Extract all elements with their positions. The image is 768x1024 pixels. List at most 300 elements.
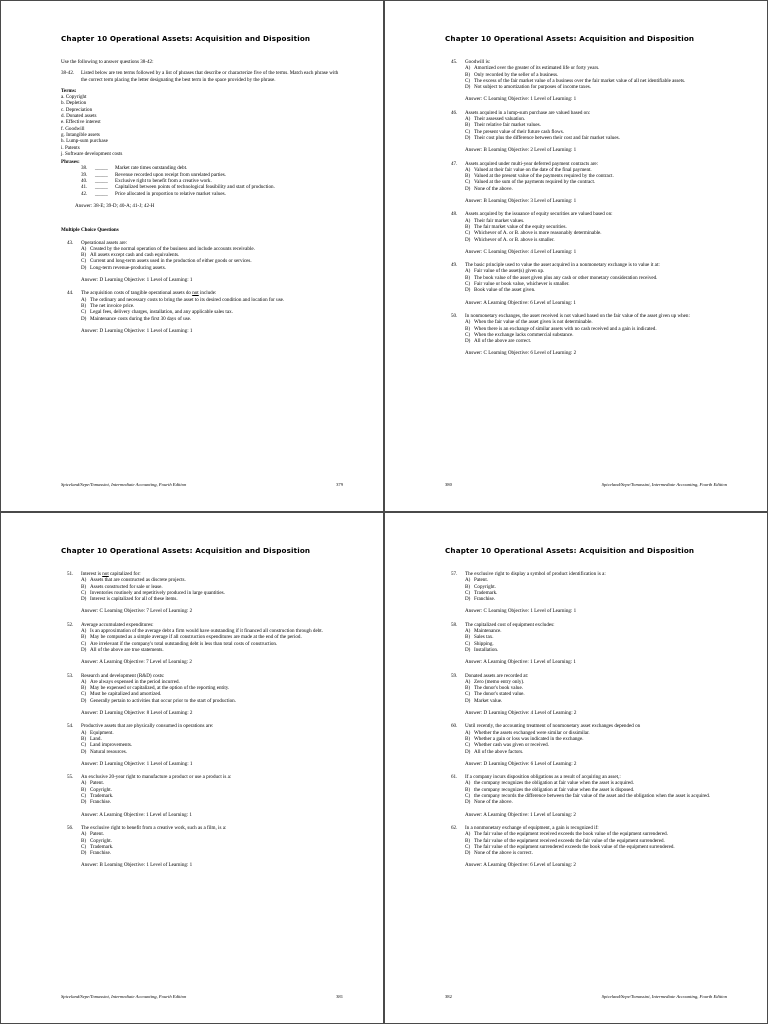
question-text-part: Interest is [81, 571, 103, 577]
page-380 [384, 0, 768, 512]
intro-text: Use the following to answer questions 38-42: [61, 59, 154, 65]
answer-line: Answer: D Learning Objective: 1 Level of Learning: 1 [81, 277, 193, 284]
option-text: Copyright. [90, 837, 112, 844]
option-letter: D) [81, 264, 87, 271]
phrase-item [61, 191, 343, 197]
option-letter: C) [81, 793, 87, 800]
question-number: 47. [451, 160, 458, 167]
option-d [451, 596, 727, 602]
option-letter: A) [465, 577, 471, 584]
option-text: Long-term revenue-producing assets. [90, 264, 166, 271]
option-text: Franchise. [474, 596, 496, 603]
option-text: Whether the assets exchanged were similar or dissimilar. [474, 729, 590, 736]
page-382 [384, 512, 768, 1024]
underlined-word: not [192, 290, 199, 297]
option-d [67, 799, 343, 805]
option-letter: D) [81, 315, 87, 322]
terms-heading: Terms: [61, 87, 77, 94]
question-number: 62. [451, 824, 458, 831]
page-body [445, 59, 727, 364]
option-text: Book value of the asset given. [474, 287, 536, 294]
option-letter: C) [465, 281, 471, 288]
question-44 [61, 290, 343, 334]
option-letter: C) [465, 742, 471, 749]
option-letter: B) [465, 71, 471, 78]
option-text: Land. [90, 735, 102, 742]
question-text: Research and development (R&D) costs: [81, 672, 165, 679]
option-letter: A) [465, 268, 471, 275]
chapter-header: Chapter 10 Operational Assets: Acquisition and Disposition [445, 34, 695, 43]
answer-line: Answer: A Learning Objective: 1 Level of Learning: 2 [465, 811, 576, 818]
question-text: In nonmonetary exchanges, the asset received is not valued based on the fair value of the asset given up when: [465, 312, 690, 319]
question-number: 58. [451, 621, 458, 628]
question-text: The capitalized cost of equipment excludes: [465, 621, 555, 628]
option-letter: D) [81, 799, 87, 806]
question-text: The exclusive right to display a symbol of product identification is a: [465, 571, 606, 577]
instruction-text: Listed below are ten terms followed by a list of phrases that describe or characterize five of the terms. Match each phrase with the correct term placing the letter designating the best term in the space provided by the phrase. [81, 70, 339, 83]
question-60 [445, 723, 727, 767]
option-text: The present value of their future cash flows. [474, 128, 564, 135]
option-letter: B) [465, 786, 471, 793]
option-letter: A) [81, 780, 87, 787]
option-letter: A) [81, 577, 87, 584]
option-text: Installation. [474, 646, 499, 653]
term-item: d. Donated assets [61, 113, 97, 120]
answer-line: Answer: A Learning Objective: 6 Level of Learning: 2 [465, 862, 576, 869]
option-text: Zero (memo entry only). [474, 678, 525, 685]
option-letter: D) [465, 134, 471, 141]
option-text: Generally pertain to activities that occur prior to the start of production. [90, 697, 236, 704]
option-letter: C) [81, 691, 87, 698]
question-43 [61, 240, 343, 284]
term-item: e. Effective interest [61, 119, 101, 126]
question-57 [445, 571, 727, 615]
option-letter: A) [81, 678, 87, 685]
option-text: Whichever of A. or B. above is smaller. [474, 236, 555, 243]
option-letter: C) [81, 309, 87, 316]
chapter-header: Chapter 10 Operational Assets: Acquisition and Disposition [61, 34, 311, 43]
option-letter: C) [81, 589, 87, 596]
answer-line: Answer: D Learning Objective: 1 Level of Learning: 1 [81, 760, 193, 767]
chapter-header: Chapter 10 Operational Assets: Acquisition and Disposition [61, 546, 311, 555]
option-letter: A) [465, 729, 471, 736]
option-text: Valued at their fair value on the date of the final payment. [474, 166, 592, 173]
option-text: The net invoice price. [90, 302, 135, 309]
option-text: The excess of the fair market value of a business over the fair market value of all net identifiable assets. [474, 77, 686, 84]
option-text: None of the above. [474, 185, 513, 192]
option-letter: C) [465, 843, 471, 850]
phrases-heading: Phrases: [61, 159, 80, 166]
option-letter: D) [465, 697, 471, 704]
page-379 [0, 0, 384, 512]
option-d [67, 316, 343, 322]
option-text: Their assessed valuation. [474, 116, 526, 123]
option-text: The ordinary and necessary costs to bring the asset to its desired condition and location for use. [90, 296, 285, 303]
option-text: Trademark. [90, 843, 114, 850]
option-d [451, 647, 727, 653]
option-letter: D) [465, 287, 471, 294]
answer-blank: _____ [95, 184, 108, 191]
option-text: Whether a gain or loss was indicated in the exchange. [474, 735, 584, 742]
option-text: Franchise. [90, 850, 112, 857]
option-letter: D) [465, 84, 471, 91]
option-text: The donor's stated value. [474, 691, 525, 698]
option-text: None of the above. [474, 799, 513, 806]
option-d [451, 186, 727, 192]
question-45 [445, 59, 727, 103]
option-text: Land improvements. [90, 742, 133, 749]
option-letter: B) [81, 735, 87, 742]
option-text: Are always expensed in the period incurred. [90, 678, 180, 685]
question-47 [445, 161, 727, 205]
term-item: g. Intangible assets [61, 131, 100, 138]
option-letter: B) [81, 583, 87, 590]
option-letter: B) [81, 252, 87, 259]
option-letter: A) [465, 678, 471, 685]
answer-blank: _____ [95, 165, 108, 172]
option-letter: C) [81, 742, 87, 749]
option-d [67, 647, 343, 653]
phrase-number: 42. [81, 190, 88, 197]
question-text: The basic principle used to value the asset acquired in a nonmonetary exchange is to value it at: [465, 262, 660, 269]
answer-line: Answer: A Learning Objective: 7 Level of Learning: 2 [81, 659, 192, 666]
question-number: 48. [451, 211, 458, 218]
option-d [451, 749, 727, 755]
answer-line: Answer: B Learning Objective: 2 Level of Learning: 1 [465, 147, 577, 154]
question-56 [61, 825, 343, 869]
option-letter: B) [465, 173, 471, 180]
option-text: The fair value of the equipment surrendered exceeds the book value of the equipment surrendered. [474, 843, 675, 850]
option-text: Legal fees, delivery charges, installation, and any applicable sales tax. [90, 309, 233, 316]
option-letter: C) [465, 589, 471, 596]
option-letter: D) [81, 646, 87, 653]
option-text: Patent. [90, 831, 105, 838]
answer-line: Answer: D Learning Objective: 1 Level of Learning: 1 [81, 327, 193, 334]
option-letter: A) [465, 780, 471, 787]
instruction-number: 38-42. [61, 70, 75, 77]
term-item: a. Copyright [61, 94, 87, 101]
option-letter: C) [81, 843, 87, 850]
option-text: May be computed as a simple average if all construction expenditures are made at the end of the period. [90, 634, 302, 641]
phrase-text: Price allocated in proportion to relative market values. [115, 190, 226, 197]
question-52 [61, 622, 343, 666]
option-d [67, 265, 343, 271]
page-number: 382 [445, 994, 452, 999]
option-letter: C) [81, 258, 87, 265]
option-text: None of the above is correct. [474, 850, 533, 857]
option-text: Created by the normal operation of the business and include accounts receivable. [90, 245, 255, 252]
question-49 [445, 262, 727, 306]
question-text-part: The acquisition costs of tangible operational assets do [81, 290, 193, 297]
matching-answer: Answer: 38-E; 39-D; 40-A; 41-J; 42-H [75, 202, 155, 209]
option-text: Franchise. [90, 799, 112, 806]
phrases-list [61, 165, 343, 196]
option-letter: A) [465, 65, 471, 72]
option-letter: C) [465, 691, 471, 698]
answer-line: Answer: C Learning Objective: 7 Level of Learning: 2 [81, 608, 193, 615]
option-text: When the exchange lacks commercial substance. [474, 331, 574, 338]
chapter-header: Chapter 10 Operational Assets: Acquisition and Disposition [445, 546, 695, 555]
question-53 [61, 673, 343, 717]
answer-line: Answer: A Learning Objective: 1 Level of Learning: 1 [465, 659, 576, 666]
question-number: 50. [451, 312, 458, 319]
question-number: 53. [67, 672, 74, 679]
term-item: c. Depreciation [61, 106, 93, 113]
page-body [61, 571, 343, 876]
question-50 [445, 313, 727, 357]
answer-line: Answer: D Learning Objective: 8 Level of Learning: 2 [81, 710, 193, 717]
option-text: Assets that are constructed as discrete projects. [90, 577, 186, 584]
answer-line: Answer: C Learning Objective: 4 Level of Learning: 1 [465, 248, 577, 255]
option-text: The fair value of the equipment received exceeds the book value of the equipment surrendered. [474, 831, 668, 838]
option-text: Interest is capitalized for all of these items. [90, 596, 178, 603]
option-letter: B) [81, 837, 87, 844]
phrase-number: 39. [81, 171, 88, 178]
option-text: Their fair market values. [474, 217, 525, 224]
option-text: The book value of the asset given plus any cash or other monetary consideration received. [474, 274, 658, 281]
option-letter: B) [465, 583, 471, 590]
question-number: 51. [67, 571, 74, 577]
question-text: Assets acquired under multi-year deferred payment contracts are: [465, 160, 599, 167]
option-letter: B) [465, 325, 471, 332]
option-letter: A) [81, 245, 87, 252]
question-number: 45. [451, 59, 458, 65]
option-d [451, 135, 727, 141]
option-d [451, 850, 727, 856]
question-text: If a company incurs disposition obligations as a result of acquiring an asset,: [465, 774, 621, 781]
option-letter: B) [81, 685, 87, 692]
question-number: 52. [67, 621, 74, 628]
question-text-part: include: [198, 290, 217, 297]
option-d [67, 749, 343, 755]
option-letter: B) [465, 685, 471, 692]
option-text: the company records the difference between the fair value of the asset and the obligation when the asset is acquired. [474, 793, 711, 800]
question-61 [445, 774, 727, 818]
phrase-text: Exclusive right to benefit from a creative work. [115, 178, 212, 185]
question-text-part: capitalized for: [108, 571, 141, 577]
option-text: All of the above are true statements. [90, 646, 164, 653]
phrase-number: 38. [81, 165, 88, 172]
answer-line: Answer: C Learning Objective: 1 Level of Learning: 1 [465, 96, 577, 103]
option-letter: B) [465, 837, 471, 844]
question-46 [445, 110, 727, 154]
option-letter: D) [465, 748, 471, 755]
page-body [445, 571, 727, 876]
option-letter: B) [465, 735, 471, 742]
question-number: 43. [67, 239, 74, 246]
terms-list [61, 94, 343, 157]
option-text: Trademark. [474, 589, 498, 596]
option-letter: C) [465, 331, 471, 338]
option-letter: A) [81, 628, 87, 635]
option-text: the company recognizes the obligation at fair value when the asset is disposed. [474, 786, 635, 793]
question-number: 46. [451, 109, 458, 116]
option-d [451, 84, 727, 90]
option-text: Amortized over the greater of its estimated life or forty years. [474, 65, 600, 72]
option-text: When the fair value of the asset given is not determinable. [474, 319, 593, 326]
option-text: Patent. [90, 780, 105, 787]
option-letter: C) [81, 640, 87, 647]
option-text: Fair value of the asset(s) given up. [474, 268, 545, 275]
option-letter: B) [81, 786, 87, 793]
option-d [67, 850, 343, 856]
option-text: The fair value of the equipment received exceeds the fair value of the equipment surrendered. [474, 837, 665, 844]
option-text: Not subject to amortization for purposes of income taxes. [474, 84, 591, 91]
option-text: When there is an exchange of similar assets with no cash received and a gain is indicated. [474, 325, 657, 332]
option-d [451, 338, 727, 344]
option-text: Copyright. [474, 583, 496, 590]
question-text: Until recently, the accounting treatment of nonmonetary asset exchanges depended on [465, 723, 641, 730]
option-letter: D) [465, 799, 471, 806]
option-letter: B) [465, 223, 471, 230]
question-number: 61. [451, 774, 458, 781]
option-letter: D) [465, 236, 471, 243]
answer-blank: _____ [95, 178, 108, 185]
underlined-word: not [102, 571, 109, 577]
option-text: All assets except cash and cash equivalents. [90, 252, 180, 259]
option-letter: B) [81, 302, 87, 309]
term-item: h. Lump-sum purchase [61, 138, 108, 145]
question-number: 44. [67, 290, 74, 297]
option-letter: A) [465, 319, 471, 326]
answer-line: Answer: D Learning Objective: 4 Level of Learning: 2 [465, 710, 577, 717]
option-letter: D) [81, 697, 87, 704]
term-item: f. Goodwill [61, 125, 85, 132]
option-letter: A) [465, 831, 471, 838]
footer-book-title: Spiceland/Sepe/Tomassini, Intermediate Accounting, Fourth Edition [601, 482, 727, 487]
option-text: Patent. [474, 577, 489, 584]
option-text: All of the above factors. [474, 748, 524, 755]
option-letter: B) [465, 634, 471, 641]
option-text: Current and long-term assets used in the production of either goods or services. [90, 258, 252, 265]
option-letter: A) [81, 831, 87, 838]
option-letter: D) [465, 596, 471, 603]
question-text: Productive assets that are physically consumed in operations are: [81, 723, 214, 730]
option-d [451, 698, 727, 704]
option-letter: C) [465, 179, 471, 186]
option-text: Maintenance. [474, 628, 502, 635]
question-text: Assets acquired by the issuance of equity securities are valued based on: [465, 211, 613, 218]
option-letter: D) [81, 596, 87, 603]
option-letter: A) [81, 296, 87, 303]
option-text: Whether cash was given or received. [474, 742, 549, 749]
option-letter: A) [81, 729, 87, 736]
option-letter: D) [81, 748, 87, 755]
option-text: Natural resources. [90, 748, 128, 755]
option-text: May be expensed or capitalized, at the option of the reporting entity. [90, 685, 230, 692]
question-number: 60. [451, 723, 458, 730]
option-text: Maintenance costs during the first 30 days of use. [90, 315, 192, 322]
question-text: The exclusive right to benefit from a creative work, such as a film, is a: [81, 824, 227, 831]
option-letter: D) [465, 646, 471, 653]
option-text: the company recognizes the obligation at fair value when the asset is acquired. [474, 780, 634, 787]
option-text: Is an approximation of the average debt a firm would have outstanding if it financed all construction through debt. [90, 628, 323, 635]
option-text: Assets constructed for sale or lease. [90, 583, 163, 590]
question-55 [61, 774, 343, 818]
option-d [451, 237, 727, 243]
footer-book-title: Spiceland/Sepe/Tomassini, Intermediate Accounting, Fourth Edition [61, 482, 187, 487]
option-letter: D) [81, 850, 87, 857]
option-text: Are irrelevant if the company's total outstanding debt is less than total costs of construction. [90, 640, 278, 647]
footer-book-title: Spiceland/Sepe/Tomassini, Intermediate Accounting, Fourth Edition [601, 994, 727, 999]
option-text: Only recorded by the seller of a business. [474, 71, 559, 78]
answer-line: Answer: D Learning Objective: 6 Level of Learning: 2 [465, 760, 577, 767]
option-text: Must be capitalized and amortized. [90, 691, 162, 698]
page-number: 381 [336, 994, 343, 999]
question-text: Average accumulated expenditures: [81, 621, 154, 628]
question-number: 57. [451, 571, 458, 577]
question-number: 55. [67, 774, 74, 781]
answer-line: Answer: B Learning Objective: 3 Level of Learning: 1 [465, 198, 577, 205]
option-letter: A) [465, 217, 471, 224]
question-text: Assets acquired in a lump-sum purchase are valued based on: [465, 109, 591, 116]
option-text: The fair market value of the equity securities. [474, 223, 567, 230]
answer-blank: _____ [95, 190, 108, 197]
option-d [451, 799, 727, 805]
answer-blank: _____ [95, 171, 108, 178]
option-text: Sales tax. [474, 634, 494, 641]
page-number: 379 [336, 482, 343, 487]
option-text: The donor's book value. [474, 685, 524, 692]
option-text: Market value. [474, 697, 503, 704]
question-number: 59. [451, 672, 458, 679]
option-letter: D) [465, 185, 471, 192]
answer-line: Answer: C Learning Objective: 6 Level of Learning: 2 [465, 350, 577, 357]
option-text: Inventories routinely and repetitively produced in large quantities. [90, 589, 225, 596]
option-letter: D) [465, 338, 471, 345]
option-text: All of the above are correct. [474, 338, 532, 345]
option-d [67, 596, 343, 602]
question-62 [445, 825, 727, 869]
option-letter: C) [465, 230, 471, 237]
page-381 [0, 512, 384, 1024]
answer-line: Answer: C Learning Objective: 1 Level of Learning: 1 [465, 608, 577, 615]
phrase-number: 40. [81, 178, 88, 185]
term-item: i. Patents [61, 144, 80, 151]
page-number: 380 [445, 482, 452, 487]
question-text: Donated assets are recorded at: [465, 672, 529, 679]
option-letter: C) [465, 793, 471, 800]
phrase-text: Revenue recorded upon receipt from unrelated parties. [115, 171, 227, 178]
question-48 [445, 211, 727, 255]
page-body [61, 59, 343, 341]
question-59 [445, 673, 727, 717]
option-letter: A) [465, 628, 471, 635]
option-d [67, 698, 343, 704]
option-letter: A) [465, 166, 471, 173]
option-text: Their cost plus the difference between their cost and fair market values. [474, 134, 620, 141]
option-text: Their relative fair market values. [474, 122, 541, 129]
option-text: Valued at the sum of the payments required by the contract. [474, 179, 596, 186]
option-letter: B) [81, 634, 87, 641]
question-text: Operational assets are: [81, 239, 128, 246]
option-text: Equipment. [90, 729, 114, 736]
question-text: Goodwill is: [465, 59, 491, 65]
option-letter: C) [465, 77, 471, 84]
term-item: b. Depletion [61, 100, 87, 107]
question-number: 49. [451, 262, 458, 269]
option-text: Valued at the present value of the payments required by the contract. [474, 173, 614, 180]
option-letter: B) [465, 122, 471, 129]
option-d [451, 287, 727, 293]
option-text: Whichever of A. or B. above is more reasonably determinable. [474, 230, 602, 237]
matching-instruction [61, 70, 343, 83]
mcq-heading: Multiple Choice Questions [61, 227, 119, 234]
question-58 [445, 622, 727, 666]
answer-line: Answer: A Learning Objective: 1 Level of Learning: 1 [81, 811, 192, 818]
option-letter: A) [465, 116, 471, 123]
answer-line: Answer: B Learning Objective: 1 Level of Learning: 1 [81, 862, 193, 869]
